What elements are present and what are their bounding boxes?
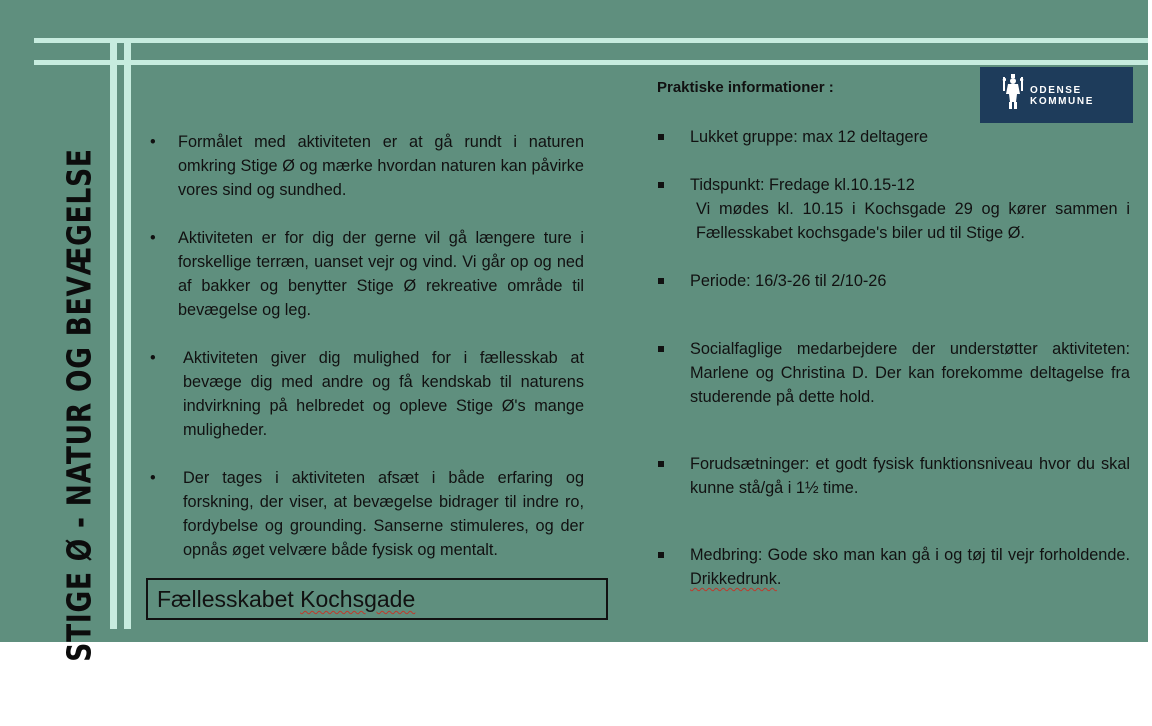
organisation-name-box (146, 578, 608, 620)
bullet-icon: • (150, 133, 156, 151)
organisation-name-word1: Fællesskabet (157, 586, 294, 612)
organisation-name-word2: Kochsgade (300, 586, 416, 612)
info-item-staff: Socialfaglige medarbejdere der understøtter aktiviteten: Marlene og Christina D. Der kan forekomme deltagelse fra studerende på dette hold. (658, 337, 1130, 409)
square-bullet-icon (658, 461, 664, 467)
vertical-line-1 (110, 43, 117, 629)
square-bullet-icon (658, 134, 664, 140)
list-item: • Aktiviteten giver dig mulighed for i fællesskab at bevæge dig med andre og få kendskab til naturens indvirkning på helbredet og opleve Stige Ø's mange muligheder. (150, 346, 584, 442)
activity-description-list (150, 130, 584, 562)
square-bullet-icon (658, 552, 664, 558)
info-item-requirements: Forudsætninger: et godt fysisk funktionsniveau hvor du skal kunne stå/gå i 1½ time. (658, 452, 1130, 500)
bullet-icon: • (150, 469, 156, 487)
square-bullet-icon (658, 182, 664, 188)
top-line-2 (34, 60, 1148, 65)
odense-coat-of-arms-icon (1002, 74, 1024, 110)
odense-kommune-logo (980, 67, 1133, 123)
info-item-bring: Medbring: Gode sko man kan gå i og tøj til vejr forholdende. Drikkedrunk. (658, 543, 1130, 591)
square-bullet-icon (658, 278, 664, 284)
info-heading: Praktiske informationer : (657, 79, 834, 96)
list-item: • Der tages i aktiviteten afsæt i både erfaring og forskning, der viser, at bevægelse bidrager til indre ro, fordybelse og grounding. Sanserne stimuleres, og der opnås øget velvære både fysisk og mentalt. (150, 466, 584, 562)
list-item: • Formålet med aktiviteten er at gå rundt i naturen omkring Stige Ø og mærke hvordan naturen kan påvirke vores sind og sundhed. (150, 130, 584, 202)
list-item: • Aktiviteten er for dig der gerne vil gå længere ture i forskellige terræn, uanset vejr og vind. Vi går op og ned af bakker og benytter Stige Ø rekreative område til bevægelse og leg. (150, 226, 584, 322)
bullet-icon: • (150, 349, 156, 367)
info-item-period: Periode: 16/3-26 til 2/10-26 (658, 269, 1130, 293)
top-line-1 (34, 38, 1148, 43)
square-bullet-icon (658, 346, 664, 352)
bullet-icon: • (150, 229, 156, 247)
page-title: STIGE Ø - NATUR OG BEVÆGELSE (59, 148, 99, 662)
logo-text: ODENSE KOMMUNE (1030, 85, 1094, 107)
vertical-line-2 (124, 43, 131, 629)
info-item-time: Tidspunkt: Fredage kl.10.15-12 Vi mødes kl. 10.15 i Kochsgade 29 og kører sammen i Fællesskabet kochsgade's biler ud til Stige Ø. (658, 173, 1130, 245)
info-item-group: Lukket gruppe: max 12 deltagere (658, 125, 1130, 149)
